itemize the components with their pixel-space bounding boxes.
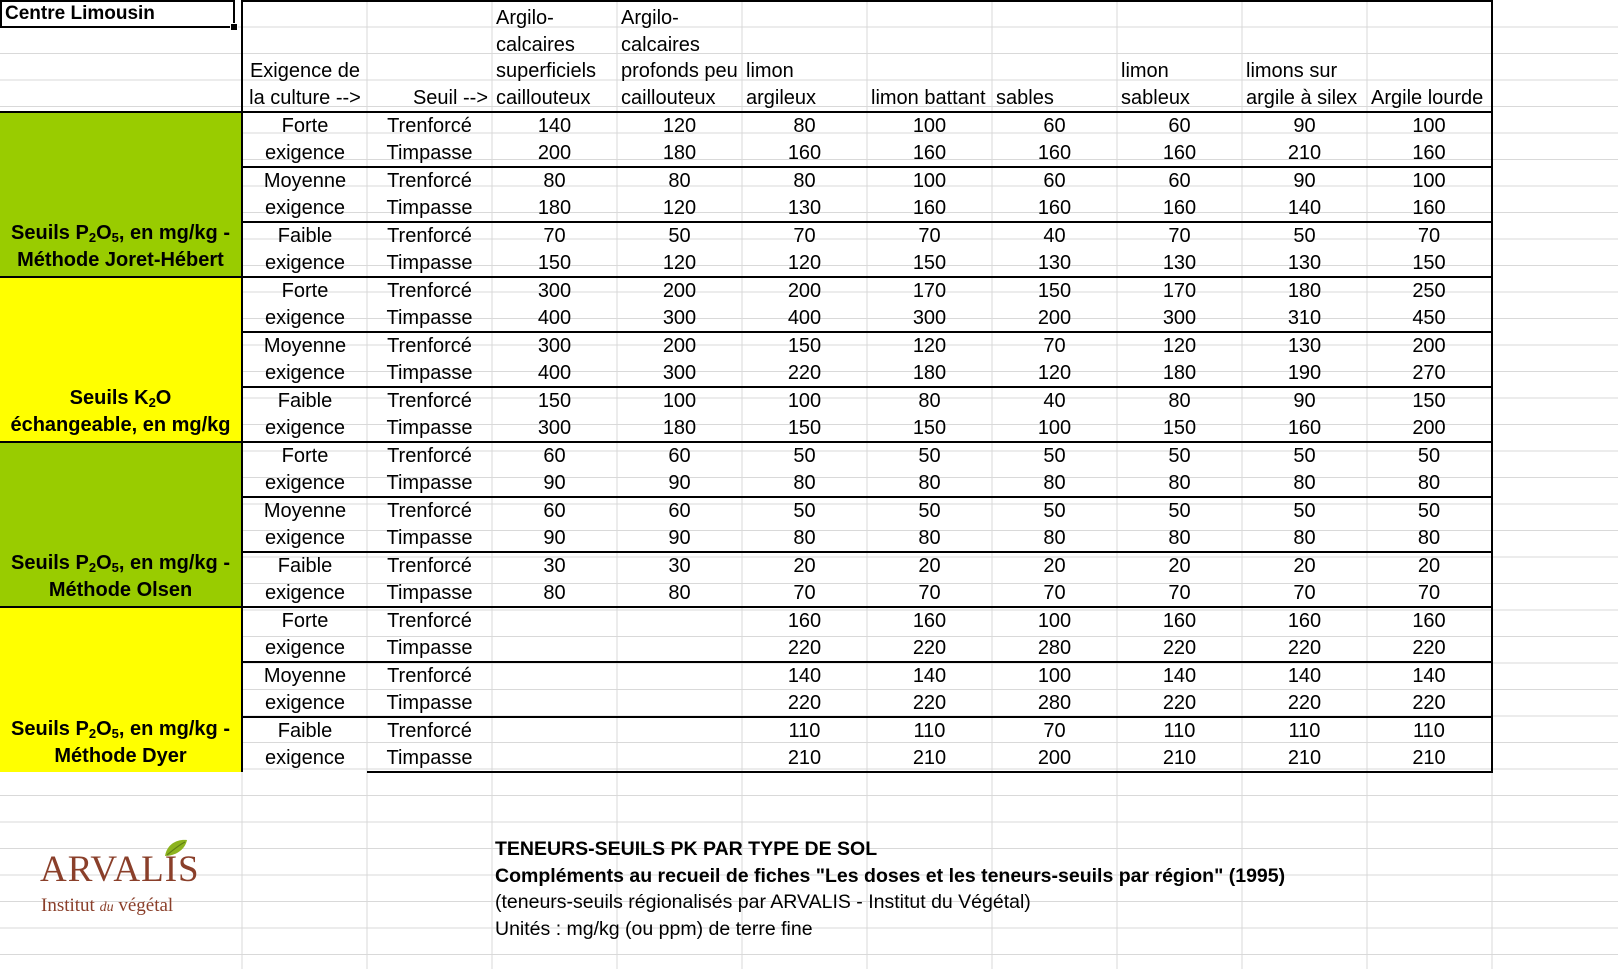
value-cell[interactable]: 100 (992, 662, 1117, 690)
value-cell[interactable]: 80 (1293, 526, 1316, 549)
notes-subtitle: Compléments au recueil de fiches "Les doses et les teneurs-seuils par région" (1995) (495, 864, 1286, 887)
table-row (0, 112, 1492, 140)
value-cell[interactable]: 130 (1242, 332, 1367, 360)
value-cell[interactable]: 50 (1242, 442, 1367, 470)
value-cell[interactable]: 160 (1242, 607, 1367, 635)
exigence-level-word: exigence (264, 141, 346, 164)
value-cell[interactable]: 180 (662, 416, 697, 439)
value-cell[interactable]: 130 (787, 196, 822, 219)
seuil-label: Timpasse (386, 471, 473, 494)
value-cell[interactable]: 400 (787, 306, 822, 329)
value-cell[interactable]: 220 (1162, 691, 1197, 714)
seuil-label: Timpasse (386, 636, 473, 659)
exigence-level-word: exigence (264, 691, 346, 714)
header-soil: Argilo-calcaires superficiels caillouteux (492, 1, 617, 112)
value-cell[interactable]: 80 (1043, 471, 1066, 494)
value-cell[interactable] (617, 745, 742, 773)
exigence-level-word: exigence (264, 636, 346, 659)
value-cell[interactable]: 90 (543, 471, 566, 494)
seuil-label: Trenforcé (367, 717, 492, 745)
value-cell[interactable] (617, 690, 742, 718)
exigence-level-name: Forte (281, 610, 329, 632)
value-cell[interactable]: 80 (668, 581, 691, 604)
value-cell[interactable]: 160 (867, 607, 992, 635)
value-cell[interactable]: 110 (1117, 717, 1242, 745)
value-cell[interactable]: 50 (1367, 442, 1492, 470)
seuil-label: Trenforcé (367, 277, 492, 305)
value-cell[interactable]: 70 (867, 222, 992, 250)
value-cell[interactable]: 70 (1367, 222, 1492, 250)
sheet-title: Centre Limousin (5, 3, 155, 24)
seuil-label: Timpasse (386, 196, 473, 219)
section-label (0, 442, 242, 607)
value-cell[interactable]: 400 (537, 306, 572, 329)
value-cell[interactable]: 200 (537, 141, 572, 164)
notes-units: Unités : mg/kg (ou ppm) de terre fine (495, 917, 813, 940)
value-cell[interactable]: 400 (537, 361, 572, 384)
value-cell[interactable]: 160 (1162, 196, 1197, 219)
value-cell[interactable]: 130 (1037, 251, 1072, 274)
value-cell[interactable]: 150 (992, 277, 1117, 305)
value-cell[interactable]: 70 (492, 222, 617, 250)
value-cell[interactable]: 160 (742, 607, 867, 635)
value-cell[interactable]: 170 (867, 277, 992, 305)
value-cell[interactable] (492, 690, 617, 718)
header-soil: Argilo-calcaires profonds peu caillouteux (617, 1, 742, 112)
value-cell[interactable]: 160 (912, 141, 947, 164)
value-cell[interactable]: 300 (537, 416, 572, 439)
value-cell[interactable]: 300 (662, 361, 697, 384)
exigence-level (242, 387, 367, 442)
value-cell[interactable]: 200 (1367, 332, 1492, 360)
value-cell[interactable]: 300 (492, 277, 617, 305)
section-label-line1: Seuils $P_2O_5$, en mg/kg - (11, 222, 230, 245)
value-cell[interactable]: 50 (742, 442, 867, 470)
section-label-line1: Seuils $P_2O_5$, en mg/kg - (11, 718, 230, 741)
value-cell[interactable]: 310 (1287, 306, 1322, 329)
value-cell[interactable]: 150 (492, 387, 617, 415)
value-cell[interactable]: 80 (918, 471, 941, 494)
exigence-level (242, 112, 367, 167)
value-cell[interactable]: 60 (1117, 112, 1242, 140)
value-cell[interactable]: 80 (742, 112, 867, 140)
value-cell[interactable]: 150 (537, 251, 572, 274)
value-cell[interactable]: 110 (867, 717, 992, 745)
value-cell[interactable]: 120 (1037, 361, 1072, 384)
value-cell[interactable]: 60 (492, 442, 617, 470)
value-cell[interactable]: 160 (1117, 607, 1242, 635)
value-cell[interactable]: 140 (1367, 662, 1492, 690)
exigence-level-name: Faible (277, 390, 333, 412)
exigence-level (242, 222, 367, 277)
section-label-line2: Méthode Joret-Hébert (17, 249, 224, 271)
value-cell[interactable]: 20 (867, 552, 992, 580)
value-cell[interactable] (492, 717, 617, 745)
table-row (0, 442, 1492, 470)
value-cell[interactable]: 20 (1242, 552, 1367, 580)
value-cell[interactable]: 50 (1242, 497, 1367, 525)
value-cell[interactable]: 50 (1117, 442, 1242, 470)
value-cell[interactable] (617, 635, 742, 663)
exigence-level (242, 497, 367, 552)
logo-tagline: Institut du végétal (41, 895, 174, 916)
value-cell[interactable]: 220 (787, 636, 822, 659)
value-cell[interactable]: 100 (867, 112, 992, 140)
value-cell[interactable]: 70 (1043, 581, 1066, 604)
value-cell[interactable]: 160 (1037, 196, 1072, 219)
value-cell[interactable]: 140 (1242, 662, 1367, 690)
value-cell[interactable]: 150 (742, 332, 867, 360)
seuil-label: Timpasse (386, 306, 473, 329)
value-cell[interactable] (492, 662, 617, 690)
value-cell[interactable]: 80 (793, 471, 816, 494)
value-cell[interactable]: 70 (1367, 580, 1492, 608)
header-exigence: Exigence de la culture --> (242, 1, 367, 112)
value-cell[interactable]: 220 (1367, 690, 1492, 718)
exigence-level-name: Faible (277, 720, 333, 742)
header-soil: sables (992, 1, 1117, 112)
value-cell[interactable]: 140 (867, 662, 992, 690)
notes-block (495, 836, 1285, 942)
value-cell[interactable]: 300 (912, 306, 947, 329)
value-cell[interactable]: 80 (1168, 526, 1191, 549)
seuil-label: Timpasse (386, 526, 473, 549)
exigence-level-name: Forte (281, 115, 329, 137)
header-soil: Argile lourde (1367, 1, 1492, 112)
value-cell[interactable]: 80 (1367, 470, 1492, 498)
table-row (0, 277, 1492, 305)
value-cell[interactable]: 300 (1162, 306, 1197, 329)
value-cell[interactable]: 150 (1367, 387, 1492, 415)
exigence-level-name: Moyenne (263, 335, 347, 357)
value-cell[interactable]: 200 (617, 277, 742, 305)
value-cell[interactable]: 160 (1367, 140, 1492, 168)
value-cell[interactable]: 210 (1117, 745, 1242, 773)
value-cell[interactable]: 210 (867, 745, 992, 773)
value-cell[interactable]: 20 (742, 552, 867, 580)
value-cell[interactable]: 160 (1037, 141, 1072, 164)
seuil-label: Trenforcé (367, 332, 492, 360)
value-cell[interactable]: 70 (1293, 581, 1316, 604)
section-label (0, 277, 242, 442)
value-cell[interactable]: 50 (1117, 497, 1242, 525)
exigence-level (242, 277, 367, 332)
value-cell[interactable]: 60 (992, 167, 1117, 195)
seuil-label: Timpasse (386, 416, 473, 439)
value-cell[interactable]: 50 (1242, 222, 1367, 250)
value-cell[interactable]: 50 (867, 497, 992, 525)
value-cell[interactable]: 60 (992, 112, 1117, 140)
value-cell[interactable]: 160 (1287, 416, 1322, 439)
value-cell[interactable]: 80 (1367, 525, 1492, 553)
seuil-label: Trenforcé (367, 552, 492, 580)
value-cell[interactable]: 450 (1367, 305, 1492, 333)
header-seuil: Seuil --> (367, 1, 492, 112)
value-cell[interactable]: 80 (492, 167, 617, 195)
seuil-label: Timpasse (386, 581, 473, 604)
value-cell[interactable]: 200 (617, 332, 742, 360)
value-cell[interactable]: 80 (1117, 387, 1242, 415)
value-cell[interactable]: 80 (1293, 471, 1316, 494)
section-label-line2: Méthode Olsen (48, 579, 193, 601)
value-cell[interactable]: 160 (787, 141, 822, 164)
notes-credit: (teneurs-seuils régionalisés par ARVALIS - Institut du Végétal) (495, 891, 1031, 913)
value-cell[interactable]: 80 (793, 526, 816, 549)
exigence-level-word: exigence (264, 471, 346, 494)
exigence-level (242, 607, 367, 662)
value-cell[interactable]: 200 (1037, 306, 1072, 329)
exigence-level (242, 552, 367, 607)
header-soil: limons sur argile à silex (1242, 1, 1367, 112)
logo-name: ARVALIS (40, 849, 200, 890)
value-cell[interactable]: 80 (1043, 526, 1066, 549)
value-cell[interactable]: 80 (1168, 471, 1191, 494)
value-cell[interactable]: 160 (1162, 141, 1197, 164)
value-cell[interactable]: 60 (492, 497, 617, 525)
value-cell[interactable]: 110 (1367, 717, 1492, 745)
value-cell[interactable]: 180 (1242, 277, 1367, 305)
value-cell[interactable]: 120 (1117, 332, 1242, 360)
value-cell[interactable]: 50 (617, 222, 742, 250)
value-cell[interactable]: 80 (617, 167, 742, 195)
value-cell[interactable]: 120 (617, 112, 742, 140)
value-cell[interactable]: 120 (662, 251, 697, 274)
value-cell[interactable] (492, 607, 617, 635)
exigence-level (242, 167, 367, 222)
seuil-label: Timpasse (386, 361, 473, 384)
value-cell[interactable]: 160 (1367, 195, 1492, 223)
header-soil: limon sableux (1117, 1, 1242, 112)
value-cell[interactable]: 220 (1287, 691, 1322, 714)
value-cell[interactable]: 30 (492, 552, 617, 580)
value-cell[interactable] (492, 745, 617, 773)
value-cell[interactable]: 220 (912, 691, 947, 714)
value-cell[interactable]: 160 (1367, 607, 1492, 635)
value-cell[interactable]: 210 (1367, 745, 1492, 773)
exigence-level-name: Forte (281, 445, 329, 467)
value-cell[interactable]: 140 (1287, 196, 1322, 219)
value-cell[interactable]: 70 (742, 222, 867, 250)
exigence-level-name: Moyenne (263, 665, 347, 687)
exigence-level-word: exigence (264, 746, 346, 769)
value-cell[interactable]: 180 (912, 361, 947, 384)
value-cell[interactable]: 200 (742, 277, 867, 305)
value-cell[interactable]: 150 (912, 416, 947, 439)
value-cell[interactable]: 100 (742, 387, 867, 415)
value-cell[interactable]: 180 (662, 141, 697, 164)
seuil-label: Timpasse (386, 141, 473, 164)
seuil-label: Timpasse (386, 251, 473, 274)
seuil-label: Trenforcé (367, 662, 492, 690)
value-cell[interactable]: 70 (793, 581, 816, 604)
value-cell[interactable]: 60 (1117, 167, 1242, 195)
header-soil: limon argileux (742, 1, 867, 112)
value-cell[interactable]: 70 (918, 581, 941, 604)
exigence-level-name: Faible (277, 555, 333, 577)
value-cell[interactable]: 200 (1367, 415, 1492, 443)
value-cell[interactable]: 130 (1162, 251, 1197, 274)
value-cell[interactable]: 20 (1117, 552, 1242, 580)
value-cell[interactable]: 80 (742, 167, 867, 195)
seuil-label: Timpasse (367, 745, 492, 773)
arvalis-logo (40, 838, 210, 928)
value-cell[interactable]: 50 (1367, 497, 1492, 525)
value-cell[interactable]: 100 (867, 167, 992, 195)
exigence-level-word: exigence (264, 361, 346, 384)
value-cell[interactable]: 120 (662, 196, 697, 219)
value-cell[interactable]: 220 (1162, 636, 1197, 659)
header-soil: limon battant (867, 1, 992, 112)
value-cell[interactable]: 30 (617, 552, 742, 580)
value-cell[interactable]: 150 (1367, 250, 1492, 278)
value-cell[interactable]: 50 (742, 497, 867, 525)
exigence-level (242, 442, 367, 497)
value-cell[interactable]: 140 (492, 112, 617, 140)
exigence-level-word: exigence (264, 416, 346, 439)
value-cell[interactable]: 100 (1367, 112, 1492, 140)
value-cell[interactable]: 80 (918, 526, 941, 549)
exigence-level-word: exigence (264, 306, 346, 329)
exigence-level-word: exigence (264, 526, 346, 549)
exigence-level-word: exigence (264, 251, 346, 274)
value-cell[interactable]: 150 (912, 251, 947, 274)
exigence-level (242, 717, 367, 772)
value-cell[interactable]: 100 (1037, 416, 1072, 439)
fill-handle[interactable] (230, 23, 238, 31)
value-cell[interactable]: 90 (1242, 167, 1367, 195)
value-cell[interactable]: 110 (1242, 717, 1367, 745)
value-cell[interactable]: 180 (1162, 361, 1197, 384)
value-cell[interactable]: 210 (1242, 745, 1367, 773)
section-label-line2: Méthode Dyer (54, 745, 187, 767)
value-cell[interactable]: 60 (617, 442, 742, 470)
value-cell[interactable]: 20 (1367, 552, 1492, 580)
value-cell[interactable]: 160 (912, 196, 947, 219)
value-cell[interactable]: 70 (1168, 581, 1191, 604)
value-cell[interactable]: 70 (992, 332, 1117, 360)
value-cell[interactable]: 60 (617, 497, 742, 525)
value-cell[interactable]: 300 (662, 306, 697, 329)
value-cell[interactable]: 100 (617, 387, 742, 415)
value-cell[interactable]: 250 (1367, 277, 1492, 305)
value-cell[interactable]: 80 (543, 581, 566, 604)
value-cell[interactable]: 220 (1287, 636, 1322, 659)
value-cell[interactable]: 140 (1117, 662, 1242, 690)
section-label-line1: Seuils $P_2O_5$, en mg/kg - (11, 552, 230, 575)
value-cell[interactable]: 120 (787, 251, 822, 274)
value-cell[interactable]: 40 (992, 387, 1117, 415)
value-cell[interactable]: 90 (668, 471, 691, 494)
value-cell[interactable]: 270 (1367, 360, 1492, 388)
section-label (0, 607, 242, 772)
value-cell[interactable]: 90 (1242, 112, 1367, 140)
value-cell[interactable]: 280 (1037, 636, 1072, 659)
value-cell[interactable]: 300 (492, 332, 617, 360)
value-cell[interactable]: 150 (1162, 416, 1197, 439)
exigence-level (242, 662, 367, 717)
value-cell[interactable]: 70 (1117, 222, 1242, 250)
section-label (0, 112, 242, 277)
value-cell[interactable]: 90 (543, 526, 566, 549)
value-cell[interactable]: 220 (1367, 635, 1492, 663)
value-cell[interactable] (617, 607, 742, 635)
value-cell[interactable]: 220 (787, 691, 822, 714)
exigence-level-word: exigence (264, 581, 346, 604)
seuil-label: Trenforcé (367, 222, 492, 250)
seuil-label: Trenforcé (367, 167, 492, 195)
seuil-label: Trenforcé (367, 442, 492, 470)
exigence-level-name: Forte (281, 280, 329, 302)
value-cell[interactable]: 190 (1287, 361, 1322, 384)
value-cell[interactable]: 130 (1287, 251, 1322, 274)
value-cell[interactable]: 100 (1367, 167, 1492, 195)
table-row (0, 607, 1492, 635)
notes-title: TENEURS-SEUILS PK PAR TYPE DE SOL (495, 838, 878, 860)
value-cell[interactable]: 220 (912, 636, 947, 659)
exigence-level-name: Faible (277, 225, 333, 247)
value-cell[interactable]: 50 (992, 442, 1117, 470)
value-cell[interactable]: 40 (992, 222, 1117, 250)
section-label-line2: échangeable, en mg/kg (10, 414, 231, 436)
value-cell[interactable] (617, 717, 742, 745)
seuil-label: Trenforcé (367, 497, 492, 525)
value-cell[interactable]: 170 (1117, 277, 1242, 305)
value-cell[interactable]: 20 (992, 552, 1117, 580)
value-cell[interactable]: 80 (867, 387, 992, 415)
value-cell[interactable]: 220 (787, 361, 822, 384)
seuil-label: Trenforcé (367, 387, 492, 415)
value-cell[interactable]: 150 (787, 416, 822, 439)
exigence-level-name: Moyenne (263, 500, 347, 522)
value-cell[interactable]: 100 (992, 607, 1117, 635)
value-cell[interactable]: 210 (1287, 141, 1322, 164)
value-cell[interactable]: 50 (867, 442, 992, 470)
exigence-level-word: exigence (264, 196, 346, 219)
value-cell[interactable]: 180 (537, 196, 572, 219)
seuil-label: Trenforcé (367, 112, 492, 140)
value-cell[interactable] (492, 635, 617, 663)
value-cell[interactable]: 210 (742, 745, 867, 773)
value-cell[interactable]: 50 (992, 497, 1117, 525)
value-cell[interactable]: 70 (992, 717, 1117, 745)
value-cell[interactable]: 90 (1242, 387, 1367, 415)
value-cell[interactable] (617, 662, 742, 690)
value-cell[interactable]: 200 (992, 745, 1117, 773)
value-cell[interactable]: 140 (742, 662, 867, 690)
section-label-line1: Seuils $K_2O$ (69, 387, 172, 410)
seuil-label: Trenforcé (367, 607, 492, 635)
exigence-level (242, 332, 367, 387)
exigence-level-name: Moyenne (263, 170, 347, 192)
value-cell[interactable]: 110 (742, 717, 867, 745)
value-cell[interactable]: 120 (867, 332, 992, 360)
seuil-label: Timpasse (386, 691, 473, 714)
value-cell[interactable]: 90 (668, 526, 691, 549)
value-cell[interactable]: 280 (1037, 691, 1072, 714)
sheet-title-cell[interactable] (0, 0, 235, 28)
